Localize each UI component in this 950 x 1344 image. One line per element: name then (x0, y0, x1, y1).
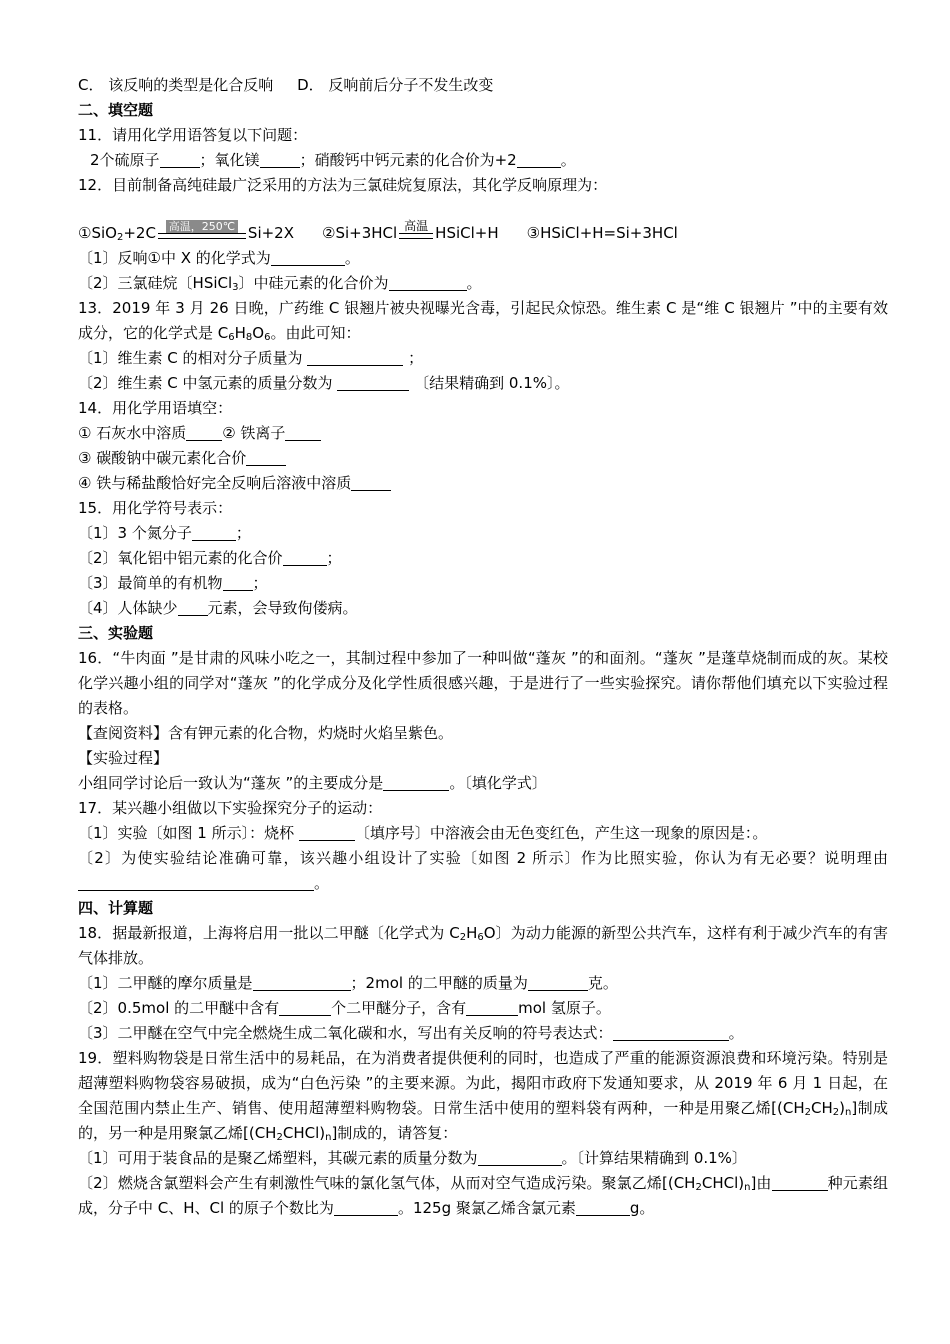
q12-stem: 12．目前制备高纯硅最广泛采用的方法为三氯硅烷复原法，其化学反响原理为： (78, 176, 608, 194)
blank (478, 1150, 562, 1166)
q19-sub1: 〔1〕可用于装食品的是聚乙烯塑料，其碳元素的质量分数为 。〔计算结果精确到 0.1%〕 (78, 1149, 747, 1167)
eq2: ②Si+3HCl (322, 224, 398, 242)
q11-stem: 11．请用化学用语答复以下问题： (78, 126, 308, 144)
blank (389, 275, 467, 291)
blank (613, 1025, 729, 1041)
q19-sub2: 〔2〕燃烧含氯塑料会产生有刺激性气味的氯化氢气体，从而对空气造成污染。聚氯乙烯$[(CH_2CHCl)_n]$由 种元素组成，分子中 C、H、Cl 的原子个数比为 。125g 聚氯乙烯含氯元素 g。 (78, 1174, 888, 1217)
blank (78, 875, 314, 891)
q12-equations (68, 198, 888, 246)
q18-stem: 18．据最新报道，上海将启用一批以二甲醚〔化学式为 $C_2H_6O$〕为动力能源的新型公共汽车，这样有利于减少汽车的有害气体排放。 (78, 924, 888, 967)
eq2-condition: 高温 (404, 219, 429, 233)
q13-sub1: 〔1〕维生素 C 的相对分子质量为 ； (78, 349, 424, 367)
q13-sub2: 〔2〕维生素 C 中氢元素的质量分数为 〔结果精确到 0.1%〕。 (78, 374, 570, 392)
q12-sub2: 〔2〕三氯硅烷〔HSiCl$_3$〕中硅元素的化合价为 。 (78, 274, 482, 293)
q15-sub3: 〔3〕最简单的有机物 ； (78, 574, 268, 592)
q10-options (68, 73, 888, 98)
q10-option-c: C． 该反响的类型是化合反响 (78, 76, 274, 94)
eq1: ①SiO$_2$+2C (78, 224, 156, 243)
q14-line2: ③ 碳酸钠中碳元素化合价 (68, 446, 888, 471)
blank (576, 1200, 630, 1216)
q16-reference: 【查阅资料】含有钾元素的化合物，灼烧时火焰呈紫色。 (78, 724, 454, 742)
blank (334, 1200, 398, 1216)
q15-stem: 15．用化学符号表示： (78, 499, 233, 517)
q13-stem: 13．2019 年 3 月 26 日晚，广药维 C 银翘片被央视曝光含毒，引起民众惊恐。维生素 C 是“维 C 银翘片 ”中的主要有效成分，它的化学式是 $C_6H_8O_6$。由此可知： (78, 299, 888, 343)
eq2-product: HSiCl+H (435, 224, 499, 242)
blank (383, 775, 449, 791)
blank (337, 375, 409, 391)
q11-text: ；硝酸钙中钙元素的化合价为+2 (299, 151, 517, 169)
q12-sub1: 〔1〕反响①中 X 的化学式为 。 (78, 249, 360, 267)
q16-process: 【实验过程】 (78, 749, 169, 767)
q18-sub3: 〔3〕二甲醚在空气中完全燃烧生成二氧化碳和水，写出有关反响的符号表达式： 。 (78, 1024, 744, 1042)
q18-sub2: 〔2〕0.5mol 的二甲醚中含有 个二甲醚分子，含有 mol 氢原子。 (78, 999, 611, 1017)
blank (253, 975, 351, 991)
blank (246, 450, 286, 466)
section-fill-heading: 二、填空题 (78, 101, 154, 119)
q16-stem: 16．“牛肉面 ”是甘肃的风味小吃之一，其制过程中参加了一种叫做“蓬灰 ”的和面剂。“蓬灰 ”是蓬草烧制而成的灰。某校化学兴趣小组的同学对“蓬灰 ”的化学成分及化学性质很感兴趣，于是进行了一些实验探究。请你帮他们填充以下实验过程的表格。 (78, 649, 888, 717)
blank (223, 575, 253, 591)
blank (351, 475, 391, 491)
q19-stem: 19．塑料购物袋是日常生活中的易耗品，在为消费者提供便利的同时，也造成了严重的能源资源浪费和环境污染。特别是超薄塑料购物袋容易破损，成为“白色污染 ”的主要来源。为此，揭阳市政府下发通知要求，从 2019 年 6 月 1 日起，在全国范围内禁止生产、销售、使用超薄塑料购物袋。日常生活中使用的塑料袋有两种，一种是用聚乙烯$[(CH_2CH_2)_n]$制成的，另一种是用聚氯乙烯$[(CH_2CHCl)_n]$制成的，请答复： (78, 1049, 888, 1143)
q11-text: ；氧化镁 (199, 151, 260, 169)
blank (186, 425, 222, 441)
eq3: ③HSiCl+H=Si+3HCl (526, 224, 678, 242)
blank (299, 825, 355, 841)
blank (528, 975, 588, 991)
q15-sub4: 〔4〕人体缺少 元素，会导致佝偻病。 (78, 599, 358, 617)
eq1-condition: 高温，250℃ (166, 220, 238, 233)
q18-sub1: 〔1〕二甲醚的摩尔质量是 ；2mol 的二甲醚的质量为 克。 (78, 974, 618, 992)
eq2-arrow (399, 220, 433, 246)
q16-line: 小组同学讨论后一致认为“蓬灰 ”的主要成分是 。〔填化学式〕 (78, 774, 547, 792)
q15-sub1: 〔1〕3 个氮分子 ； (78, 524, 251, 542)
section-calc-heading: 四、计算题 (78, 899, 154, 917)
blank (517, 152, 561, 168)
q14-stem: 14．用化学用语填空： (78, 399, 233, 417)
section-experiment-heading: 三、实验题 (78, 624, 154, 642)
blank (260, 152, 300, 168)
blank (772, 1175, 812, 1191)
blank (307, 350, 403, 366)
blank (279, 1000, 331, 1016)
q10-option-d: D． 反响前后分子不发生改变 (297, 76, 494, 94)
blank (812, 1175, 828, 1191)
q14-line3: ④ 铁与稀盐酸恰好完全反响后溶液中溶质 (68, 471, 888, 496)
q17-stem: 17．某兴趣小组做以下实验探究分子的运动： (78, 799, 383, 817)
blank (178, 600, 208, 616)
blank (192, 525, 236, 541)
blank (271, 250, 345, 266)
exam-page (68, 73, 888, 1221)
q11-text: 2个硫原子 (90, 151, 160, 169)
blank (160, 152, 200, 168)
q15-sub2: 〔2〕氧化铝中铝元素的化合价 ； (78, 549, 342, 567)
eq1-product: Si+2X (247, 224, 294, 242)
q11-line (68, 148, 888, 173)
q17-sub2: 〔2〕为使实验结论准确可靠，该兴趣小组设计了实验〔如图 2 所示〕作为比照实验，你认为有无必要？说明理由。 (78, 849, 888, 892)
q14-line1: ① 石灰水中溶质 ② 铁离子 (68, 421, 888, 446)
q11-text: 。 (560, 151, 576, 169)
blank (285, 425, 321, 441)
q17-sub1: 〔1〕实验〔如图 1 所示〕：烧杯 〔填序号〕中溶液会由无色变红色，产生这一现象的原因是：。 (78, 824, 768, 842)
blank (283, 550, 327, 566)
blank (466, 1000, 518, 1016)
eq1-arrow (158, 220, 246, 246)
